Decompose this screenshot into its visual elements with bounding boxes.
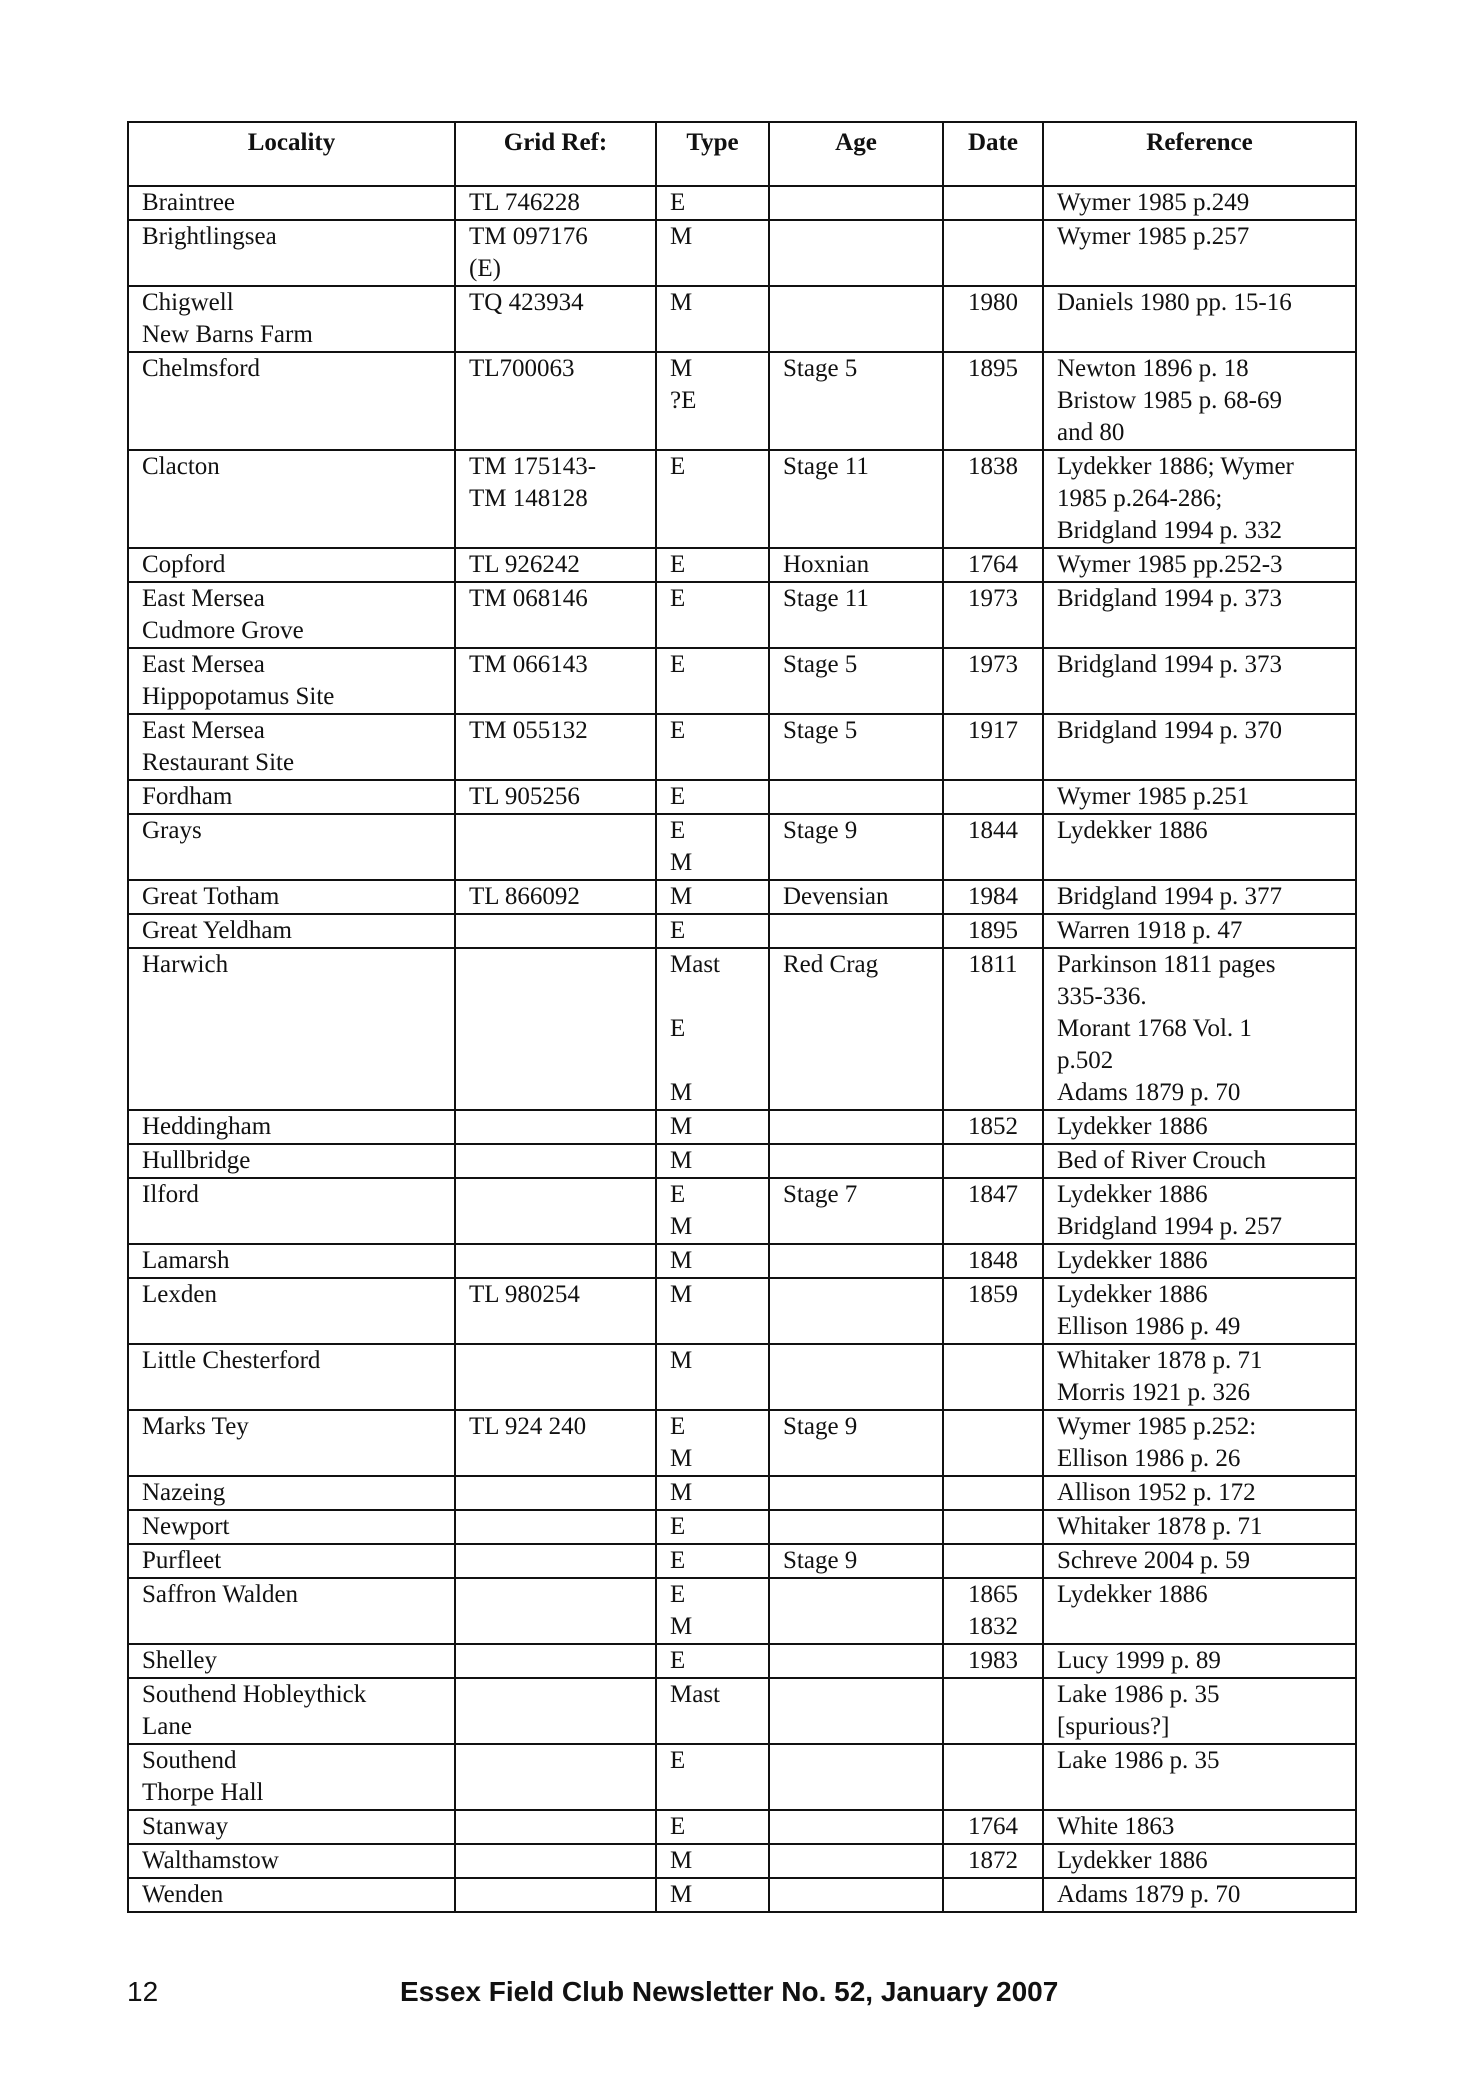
cell-age: [769, 1878, 943, 1912]
cell-type: E: [656, 1810, 769, 1844]
cell-grid-ref: [455, 948, 656, 1110]
table-row: [128, 880, 1356, 914]
cell-locality: Brightlingsea: [128, 220, 455, 286]
cell-type: E: [656, 914, 769, 948]
header-age: Age: [769, 122, 943, 186]
cell-reference: Schreve 2004 p. 59: [1043, 1544, 1356, 1578]
cell-locality: Harwich: [128, 948, 455, 1110]
cell-date: 1983: [943, 1644, 1043, 1678]
cell-reference: Whitaker 1878 p. 71 Morris 1921 p. 326: [1043, 1344, 1356, 1410]
cell-grid-ref: [455, 1878, 656, 1912]
cell-reference: Wymer 1985 p.251: [1043, 780, 1356, 814]
cell-age: Stage 9: [769, 1544, 943, 1578]
cell-grid-ref: TM 175143- TM 148128: [455, 450, 656, 548]
cell-grid-ref: [455, 1476, 656, 1510]
table-row: [128, 1510, 1356, 1544]
cell-type: E: [656, 1744, 769, 1810]
table-row: [128, 450, 1356, 548]
cell-age: [769, 1578, 943, 1644]
cell-locality: Lexden: [128, 1278, 455, 1344]
cell-date: [943, 220, 1043, 286]
cell-locality: Southend Hobleythick Lane: [128, 1678, 455, 1744]
cell-grid-ref: TL 926242: [455, 548, 656, 582]
cell-date: 1852: [943, 1110, 1043, 1144]
cell-type: E M: [656, 814, 769, 880]
cell-date: [943, 1544, 1043, 1578]
cell-grid-ref: [455, 914, 656, 948]
cell-age: [769, 1744, 943, 1810]
cell-type: E M: [656, 1410, 769, 1476]
cell-locality: Chigwell New Barns Farm: [128, 286, 455, 352]
cell-date: 1973: [943, 648, 1043, 714]
publication-title: Essex Field Club Newsletter No. 52, January 2007: [400, 1976, 1059, 2007]
cell-date: 1895: [943, 352, 1043, 450]
cell-locality: Little Chesterford: [128, 1344, 455, 1410]
cell-date: 1764: [943, 1810, 1043, 1844]
cell-type: M: [656, 1278, 769, 1344]
cell-reference: Lydekker 1886; Wymer 1985 p.264-286; Bridgland 1994 p. 332: [1043, 450, 1356, 548]
cell-grid-ref: [455, 1678, 656, 1744]
cell-grid-ref: TM 097176 (E): [455, 220, 656, 286]
cell-date: [943, 1410, 1043, 1476]
cell-date: 1848: [943, 1244, 1043, 1278]
cell-reference: Wymer 1985 pp.252-3: [1043, 548, 1356, 582]
cell-age: [769, 1510, 943, 1544]
cell-age: Hoxnian: [769, 548, 943, 582]
cell-locality: Copford: [128, 548, 455, 582]
cell-grid-ref: [455, 1544, 656, 1578]
cell-reference: Lake 1986 p. 35 [spurious?]: [1043, 1678, 1356, 1744]
table-row: [128, 1744, 1356, 1810]
cell-type: M: [656, 1344, 769, 1410]
cell-date: 1859: [943, 1278, 1043, 1344]
cell-age: [769, 914, 943, 948]
cell-grid-ref: TM 055132: [455, 714, 656, 780]
cell-locality: Great Yeldham: [128, 914, 455, 948]
cell-locality: East Mersea Restaurant Site: [128, 714, 455, 780]
cell-locality: Lamarsh: [128, 1244, 455, 1278]
cell-grid-ref: [455, 1810, 656, 1844]
cell-age: Stage 9: [769, 1410, 943, 1476]
cell-locality: Clacton: [128, 450, 455, 548]
table-row: [128, 1678, 1356, 1744]
table-row: [128, 186, 1356, 220]
cell-age: [769, 1110, 943, 1144]
cell-reference: Lydekker 1886: [1043, 1244, 1356, 1278]
cell-reference: Lucy 1999 p. 89: [1043, 1644, 1356, 1678]
cell-age: [769, 1144, 943, 1178]
cell-type: Mast: [656, 1678, 769, 1744]
cell-reference: Daniels 1980 pp. 15-16: [1043, 286, 1356, 352]
table-row: [128, 948, 1356, 1110]
cell-reference: Wymer 1985 p.252: Ellison 1986 p. 26: [1043, 1410, 1356, 1476]
cell-grid-ref: TL 905256: [455, 780, 656, 814]
cell-grid-ref: [455, 1744, 656, 1810]
cell-grid-ref: TM 068146: [455, 582, 656, 648]
cell-type: E M: [656, 1578, 769, 1644]
table-row: [128, 1844, 1356, 1878]
cell-grid-ref: TL 980254: [455, 1278, 656, 1344]
cell-type: E: [656, 1544, 769, 1578]
cell-reference: Bridgland 1994 p. 373: [1043, 582, 1356, 648]
header-date: Date: [943, 122, 1043, 186]
cell-date: [943, 1144, 1043, 1178]
cell-grid-ref: TL700063: [455, 352, 656, 450]
cell-type: M: [656, 286, 769, 352]
cell-type: E: [656, 714, 769, 780]
cell-type: E: [656, 450, 769, 548]
cell-locality: Wenden: [128, 1878, 455, 1912]
cell-type: M: [656, 1144, 769, 1178]
table-row: [128, 1810, 1356, 1844]
cell-type: E M: [656, 1178, 769, 1244]
cell-reference: Parkinson 1811 pages 335-336. Morant 1768 Vol. 1 p.502 Adams 1879 p. 70: [1043, 948, 1356, 1110]
cell-date: [943, 186, 1043, 220]
table-row: [128, 1878, 1356, 1912]
cell-type: E: [656, 582, 769, 648]
cell-age: [769, 220, 943, 286]
table-row: [128, 1244, 1356, 1278]
cell-locality: Marks Tey: [128, 1410, 455, 1476]
cell-age: Stage 5: [769, 714, 943, 780]
cell-grid-ref: [455, 1578, 656, 1644]
table-row: [128, 1578, 1356, 1644]
cell-grid-ref: TL 746228: [455, 186, 656, 220]
header-grid-ref: Grid Ref:: [455, 122, 656, 186]
table-header-row: [128, 122, 1356, 186]
cell-age: Devensian: [769, 880, 943, 914]
cell-locality: Saffron Walden: [128, 1578, 455, 1644]
cell-grid-ref: [455, 1844, 656, 1878]
cell-date: 1847: [943, 1178, 1043, 1244]
cell-locality: East Mersea Hippopotamus Site: [128, 648, 455, 714]
cell-grid-ref: TQ 423934: [455, 286, 656, 352]
cell-type: M: [656, 1244, 769, 1278]
table-row: [128, 1110, 1356, 1144]
cell-reference: Whitaker 1878 p. 71: [1043, 1510, 1356, 1544]
header-locality: Locality: [128, 122, 455, 186]
cell-grid-ref: [455, 814, 656, 880]
cell-age: Stage 11: [769, 450, 943, 548]
cell-locality: Southend Thorpe Hall: [128, 1744, 455, 1810]
cell-date: 1984: [943, 880, 1043, 914]
cell-type: E: [656, 1644, 769, 1678]
cell-reference: Lydekker 1886: [1043, 1578, 1356, 1644]
cell-locality: Walthamstow: [128, 1844, 455, 1878]
cell-type: Mast E M: [656, 948, 769, 1110]
cell-grid-ref: [455, 1178, 656, 1244]
table-row: [128, 1644, 1356, 1678]
cell-age: [769, 286, 943, 352]
cell-type: M: [656, 220, 769, 286]
cell-age: Stage 5: [769, 352, 943, 450]
cell-date: [943, 780, 1043, 814]
cell-age: [769, 1344, 943, 1410]
cell-reference: White 1863: [1043, 1810, 1356, 1844]
cell-type: M: [656, 1476, 769, 1510]
table-row: [128, 1476, 1356, 1510]
cell-locality: Grays: [128, 814, 455, 880]
table-row: [128, 220, 1356, 286]
cell-locality: Great Totham: [128, 880, 455, 914]
cell-date: 1811: [943, 948, 1043, 1110]
header-reference: Reference: [1043, 122, 1356, 186]
cell-reference: Warren 1918 p. 47: [1043, 914, 1356, 948]
cell-age: Stage 7: [769, 1178, 943, 1244]
cell-type: E: [656, 548, 769, 582]
cell-reference: Adams 1879 p. 70: [1043, 1878, 1356, 1912]
cell-reference: Lydekker 1886: [1043, 1844, 1356, 1878]
cell-grid-ref: [455, 1644, 656, 1678]
cell-grid-ref: TL 924 240: [455, 1410, 656, 1476]
cell-grid-ref: [455, 1244, 656, 1278]
cell-reference: Wymer 1985 p.249: [1043, 186, 1356, 220]
cell-age: [769, 1244, 943, 1278]
cell-reference: Lake 1986 p. 35: [1043, 1744, 1356, 1810]
cell-locality: Nazeing: [128, 1476, 455, 1510]
cell-grid-ref: TM 066143: [455, 648, 656, 714]
cell-date: 1764: [943, 548, 1043, 582]
cell-age: Stage 9: [769, 814, 943, 880]
cell-type: M ?E: [656, 352, 769, 450]
table-row: [128, 1278, 1356, 1344]
cell-reference: Bridgland 1994 p. 373: [1043, 648, 1356, 714]
cell-type: M: [656, 1878, 769, 1912]
cell-date: 1865 1832: [943, 1578, 1043, 1644]
cell-grid-ref: [455, 1344, 656, 1410]
cell-date: 1980: [943, 286, 1043, 352]
cell-locality: Shelley: [128, 1644, 455, 1678]
cell-date: 1917: [943, 714, 1043, 780]
cell-reference: Bridgland 1994 p. 370: [1043, 714, 1356, 780]
table-row: [128, 1544, 1356, 1578]
cell-age: Red Crag: [769, 948, 943, 1110]
cell-age: [769, 1476, 943, 1510]
cell-locality: Stanway: [128, 1810, 455, 1844]
cell-reference: Lydekker 1886 Ellison 1986 p. 49: [1043, 1278, 1356, 1344]
cell-locality: Braintree: [128, 186, 455, 220]
cell-grid-ref: TL 866092: [455, 880, 656, 914]
cell-type: E: [656, 1510, 769, 1544]
cell-grid-ref: [455, 1510, 656, 1544]
cell-reference: Lydekker 1886: [1043, 814, 1356, 880]
cell-type: M: [656, 1110, 769, 1144]
table-row: [128, 286, 1356, 352]
cell-reference: Lydekker 1886 Bridgland 1994 p. 257: [1043, 1178, 1356, 1244]
table-row: [128, 814, 1356, 880]
table-row: [128, 914, 1356, 948]
cell-date: [943, 1678, 1043, 1744]
table-row: [128, 1178, 1356, 1244]
cell-grid-ref: [455, 1144, 656, 1178]
cell-age: Stage 11: [769, 582, 943, 648]
cell-date: [943, 1344, 1043, 1410]
cell-type: E: [656, 780, 769, 814]
cell-date: 1844: [943, 814, 1043, 880]
cell-date: [943, 1878, 1043, 1912]
table-row: [128, 582, 1356, 648]
table-row: [128, 1344, 1356, 1410]
cell-locality: Hullbridge: [128, 1144, 455, 1178]
page-number: 12: [127, 1976, 159, 2007]
cell-locality: Newport: [128, 1510, 455, 1544]
table-row: [128, 714, 1356, 780]
cell-reference: Lydekker 1886: [1043, 1110, 1356, 1144]
header-type: Type: [656, 122, 769, 186]
cell-grid-ref: [455, 1110, 656, 1144]
cell-date: [943, 1510, 1043, 1544]
table-row: [128, 1410, 1356, 1476]
table-row: [128, 780, 1356, 814]
cell-locality: Fordham: [128, 780, 455, 814]
cell-locality: Heddingham: [128, 1110, 455, 1144]
table-row: [128, 1144, 1356, 1178]
cell-date: 1973: [943, 582, 1043, 648]
cell-type: E: [656, 186, 769, 220]
cell-reference: Allison 1952 p. 172: [1043, 1476, 1356, 1510]
cell-date: 1895: [943, 914, 1043, 948]
table-body: [128, 186, 1356, 1912]
table-row: [128, 648, 1356, 714]
cell-age: [769, 1278, 943, 1344]
cell-type: M: [656, 1844, 769, 1878]
cell-type: E: [656, 648, 769, 714]
cell-locality: Chelmsford: [128, 352, 455, 450]
cell-date: 1872: [943, 1844, 1043, 1878]
table-row: [128, 548, 1356, 582]
cell-age: [769, 186, 943, 220]
table-row: [128, 352, 1356, 450]
cell-age: [769, 1810, 943, 1844]
cell-age: [769, 780, 943, 814]
cell-age: [769, 1844, 943, 1878]
cell-locality: Ilford: [128, 1178, 455, 1244]
cell-age: [769, 1678, 943, 1744]
cell-reference: Bridgland 1994 p. 377: [1043, 880, 1356, 914]
cell-reference: Wymer 1985 p.257: [1043, 220, 1356, 286]
cell-date: 1838: [943, 450, 1043, 548]
cell-reference: Newton 1896 p. 18 Bristow 1985 p. 68-69 and 80: [1043, 352, 1356, 450]
cell-date: [943, 1744, 1043, 1810]
cell-locality: Purfleet: [128, 1544, 455, 1578]
cell-age: [769, 1644, 943, 1678]
cell-age: Stage 5: [769, 648, 943, 714]
cell-locality: East Mersea Cudmore Grove: [128, 582, 455, 648]
cell-reference: Bed of River Crouch: [1043, 1144, 1356, 1178]
fossil-records-table: [127, 121, 1357, 1913]
cell-type: M: [656, 880, 769, 914]
cell-date: [943, 1476, 1043, 1510]
